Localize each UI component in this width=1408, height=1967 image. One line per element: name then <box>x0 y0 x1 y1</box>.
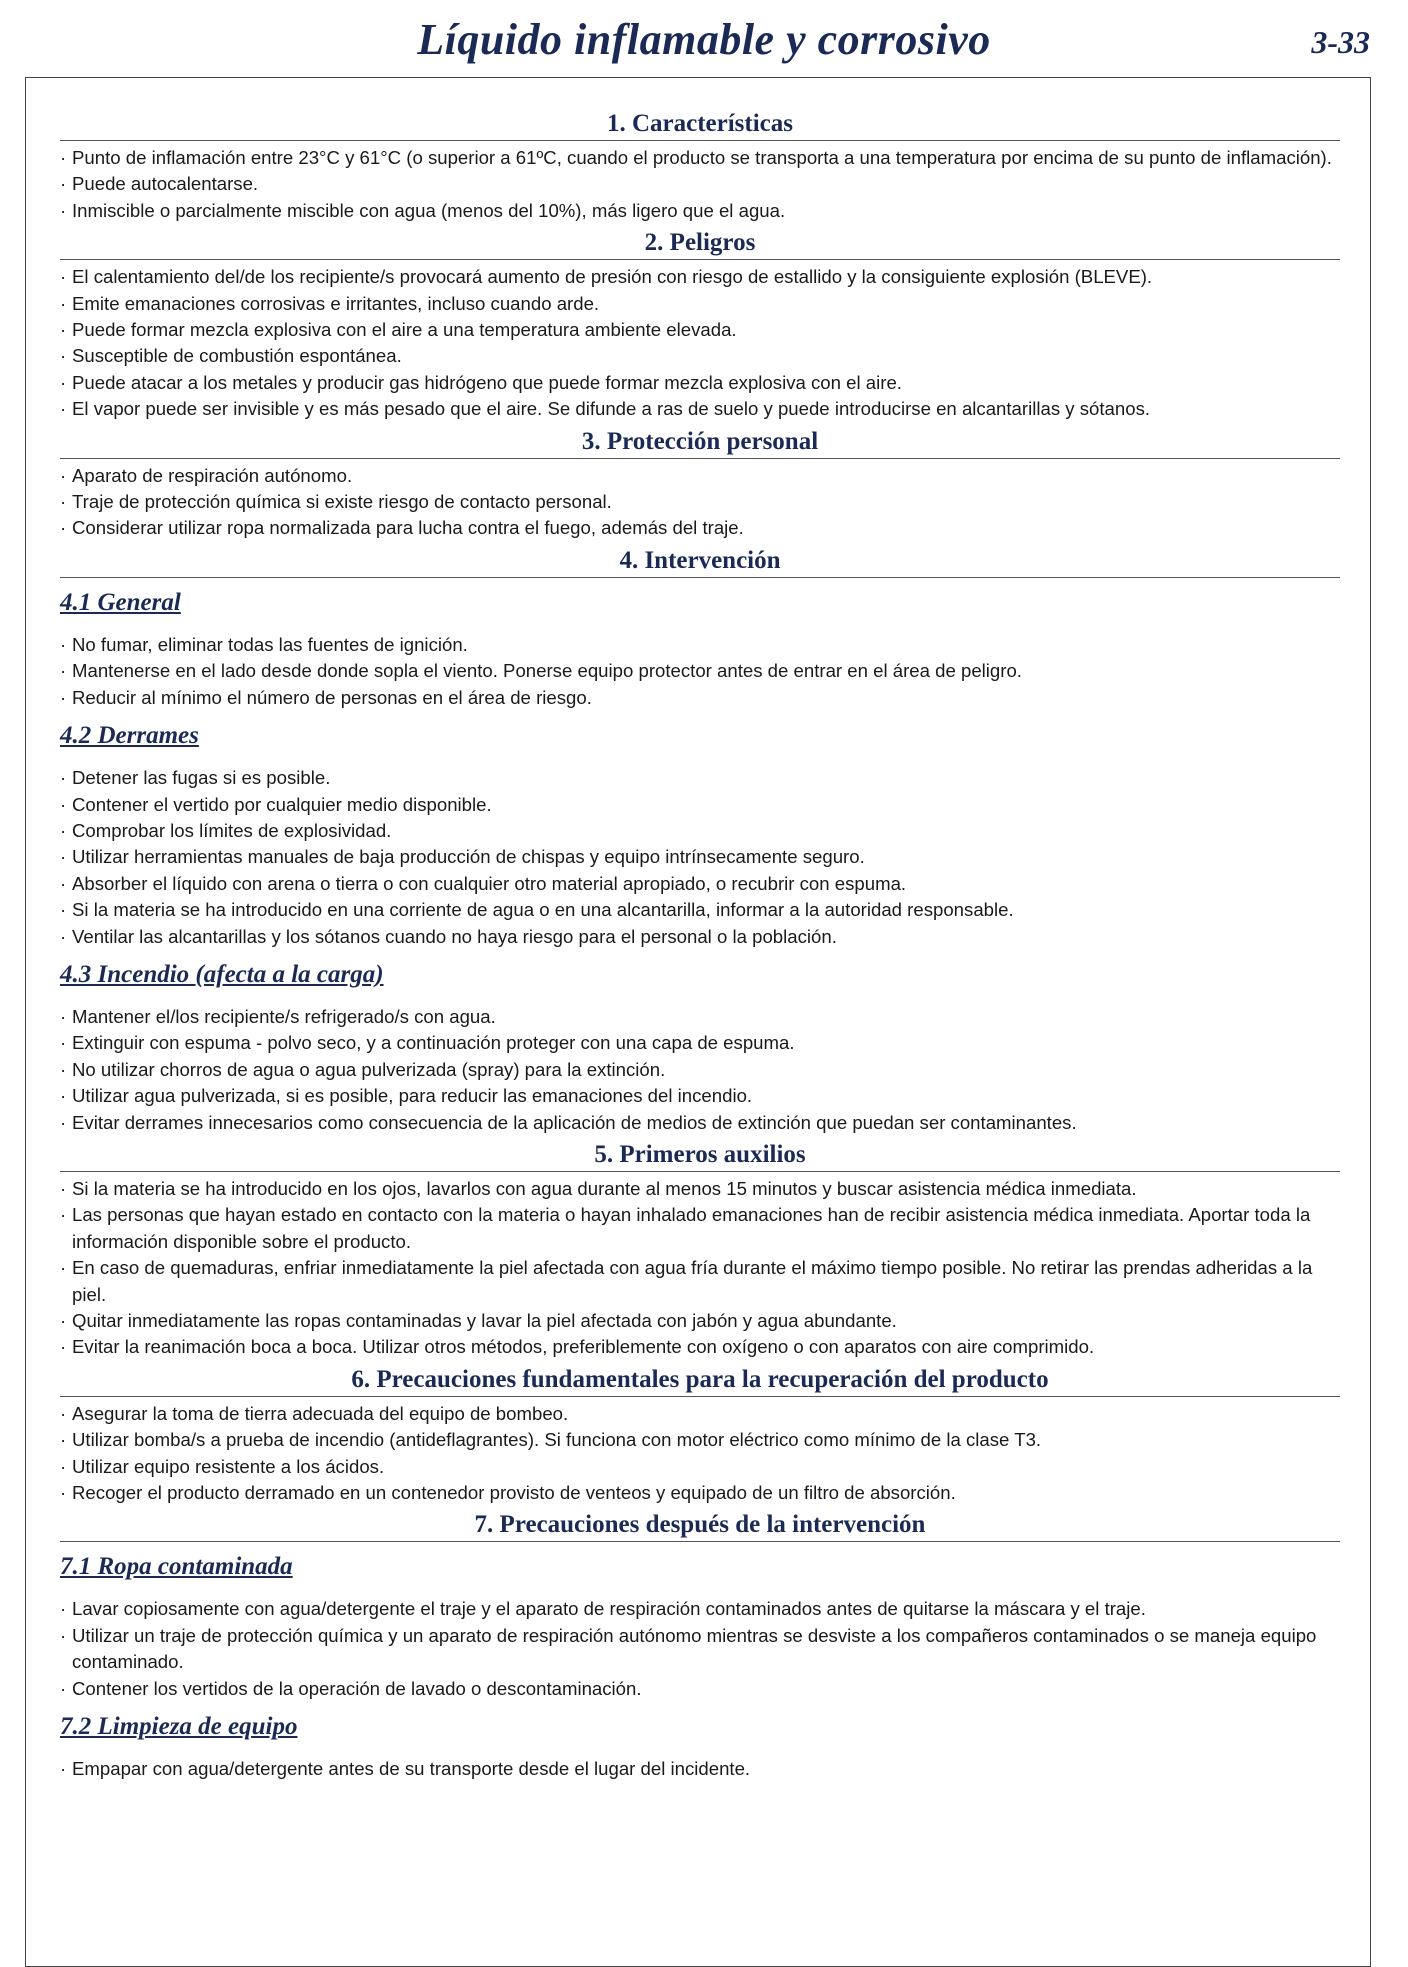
list-item: · Punto de inflamación entre 23°C y 61°C (o superior a 61ºC, cuando el producto se transporta a una temperatura por encima de su punto de inflamación). <box>60 145 1340 171</box>
list-item: · Las personas que hayan estado en contacto con la materia o hayan inhalado emanaciones han de recibir asistencia médica inmediata. Aportar toda la información disponible sobre el producto. <box>60 1202 1340 1255</box>
list-item: · Emite emanaciones corrosivas e irritantes, incluso cuando arde. <box>60 291 1340 317</box>
section-list-primeros-auxilios <box>60 1176 1340 1361</box>
list-item: · Reducir al mínimo el número de personas en el área de riesgo. <box>60 685 1340 711</box>
content <box>60 108 1340 1782</box>
section-list-proteccion-personal <box>60 463 1340 542</box>
subsection-heading-limpieza-equipo: 7.2 Limpieza de equipo <box>60 1713 298 1741</box>
list-item: · Traje de protección química si existe riesgo de contacto personal. <box>60 489 1340 515</box>
list-item: · En caso de quemaduras, enfriar inmediatamente la piel afectada con agua fría durante el máximo tiempo posible. No retirar las prendas adheridas a la piel. <box>60 1255 1340 1308</box>
list-item: · Detener las fugas si es posible. <box>60 765 1340 791</box>
list-item: · Evitar la reanimación boca a boca. Utilizar otros métodos, preferiblemente con oxígeno o con aparatos con aire comprimido. <box>60 1334 1340 1360</box>
section-heading-intervencion: 4. Intervención <box>60 545 1340 578</box>
list-item: · Si la materia se ha introducido en los ojos, lavarlos con agua durante al menos 15 minutos y buscar asistencia médica inmediata. <box>60 1176 1340 1202</box>
page-number: 3-33 <box>1311 24 1370 60</box>
section-list-peligros <box>60 264 1340 422</box>
section-heading-primeros-auxilios: 5. Primeros auxilios <box>60 1139 1340 1172</box>
list-item: · Mantenerse en el lado desde donde sopla el viento. Ponerse equipo protector antes de entrar en el área de peligro. <box>60 658 1340 684</box>
subsection-list-incendio <box>60 1004 1340 1136</box>
list-item: · Aparato de respiración autónomo. <box>60 463 1340 489</box>
list-item: · Comprobar los límites de explosividad. <box>60 818 1340 844</box>
section-heading-caracteristicas: 1. Características <box>60 108 1340 141</box>
list-item: · Utilizar bomba/s a prueba de incendio (antideflagrantes). Si funciona con motor eléctrico como mínimo de la clase T3. <box>60 1427 1340 1453</box>
list-item: · Considerar utilizar ropa normalizada para lucha contra el fuego, además del traje. <box>60 515 1340 541</box>
list-item: · No utilizar chorros de agua o agua pulverizada (spray) para la extinción. <box>60 1057 1340 1083</box>
list-item: · Susceptible de combustión espontánea. <box>60 343 1340 369</box>
list-item: · El calentamiento del/de los recipiente/s provocará aumento de presión con riesgo de estallido y la consiguiente explosión (BLEVE). <box>60 264 1340 290</box>
list-item: · Puede autocalentarse. <box>60 171 1340 197</box>
list-item: · Evitar derrames innecesarios como consecuencia de la aplicación de medios de extinción que puedan ser contaminantes. <box>60 1110 1340 1136</box>
list-item: · Puede formar mezcla explosiva con el aire a una temperatura ambiente elevada. <box>60 317 1340 343</box>
list-item: · Ventilar las alcantarillas y los sótanos cuando no haya riesgo para el personal o la población. <box>60 924 1340 950</box>
list-item: · Utilizar equipo resistente a los ácidos. <box>60 1454 1340 1480</box>
list-item: · Inmiscible o parcialmente miscible con agua (menos del 10%), más ligero que el agua. <box>60 198 1340 224</box>
list-item: · Utilizar agua pulverizada, si es posible, para reducir las emanaciones del incendio. <box>60 1083 1340 1109</box>
subsection-heading-general: 4.1 General <box>60 588 181 616</box>
section-heading-proteccion-personal: 3. Protección personal <box>60 426 1340 459</box>
list-item: · Empapar con agua/detergente antes de su transporte desde el lugar del incidente. <box>60 1756 1340 1782</box>
subsection-heading-derrames: 4.2 Derrames <box>60 722 199 750</box>
subsection-list-general <box>60 632 1340 711</box>
section-list-caracteristicas <box>60 145 1340 224</box>
section-heading-peligros: 2. Peligros <box>60 227 1340 260</box>
section-heading-despues-intervencion: 7. Precauciones después de la intervención <box>60 1509 1340 1542</box>
list-item: · Contener los vertidos de la operación de lavado o descontaminación. <box>60 1676 1340 1702</box>
subsection-heading-ropa-contaminada: 7.1 Ropa contaminada <box>60 1553 293 1581</box>
section-heading-recuperacion-producto: 6. Precauciones fundamentales para la recuperación del producto <box>60 1364 1340 1397</box>
subsection-list-derrames <box>60 765 1340 950</box>
list-item: · Si la materia se ha introducido en una corriente de agua o en una alcantarilla, informar a la autoridad responsable. <box>60 897 1340 923</box>
list-item: · Quitar inmediatamente las ropas contaminadas y lavar la piel afectada con jabón y agua abundante. <box>60 1308 1340 1334</box>
subsection-heading-incendio: 4.3 Incendio (afecta a la carga) <box>60 960 384 988</box>
list-item: · Utilizar herramientas manuales de baja producción de chispas y equipo intrínsecamente seguro. <box>60 844 1340 870</box>
list-item: · No fumar, eliminar todas las fuentes de ignición. <box>60 632 1340 658</box>
subsection-list-ropa-contaminada <box>60 1596 1340 1702</box>
list-item: · Puede atacar a los metales y producir gas hidrógeno que puede formar mezcla explosiva con el aire. <box>60 370 1340 396</box>
document-title: Líquido inflamable y corrosivo <box>417 15 991 64</box>
section-list-recuperacion-producto <box>60 1401 1340 1507</box>
list-item: · Extinguir con espuma - polvo seco, y a continuación proteger con una capa de espuma. <box>60 1030 1340 1056</box>
list-item: · Lavar copiosamente con agua/detergente el traje y el aparato de respiración contaminados antes de quitarse la máscara y el traje. <box>60 1596 1340 1622</box>
list-item: · Contener el vertido por cualquier medio disponible. <box>60 792 1340 818</box>
list-item: · Absorber el líquido con arena o tierra o con cualquier otro material apropiado, o recubrir con espuma. <box>60 871 1340 897</box>
list-item: · Mantener el/los recipiente/s refrigerado/s con agua. <box>60 1004 1340 1030</box>
subsection-list-limpieza-equipo <box>60 1756 1340 1782</box>
list-item: · El vapor puede ser invisible y es más pesado que el aire. Se difunde a ras de suelo y puede introducirse en alcantarillas y sótanos. <box>60 396 1340 422</box>
list-item: · Asegurar la toma de tierra adecuada del equipo de bombeo. <box>60 1401 1340 1427</box>
list-item: · Recoger el producto derramado en un contenedor provisto de venteos y equipado de un filtro de absorción. <box>60 1480 1340 1506</box>
list-item: · Utilizar un traje de protección química y un aparato de respiración autónomo mientras se desviste a los compañeros contaminados o se maneja equipo contaminado. <box>60 1623 1340 1676</box>
